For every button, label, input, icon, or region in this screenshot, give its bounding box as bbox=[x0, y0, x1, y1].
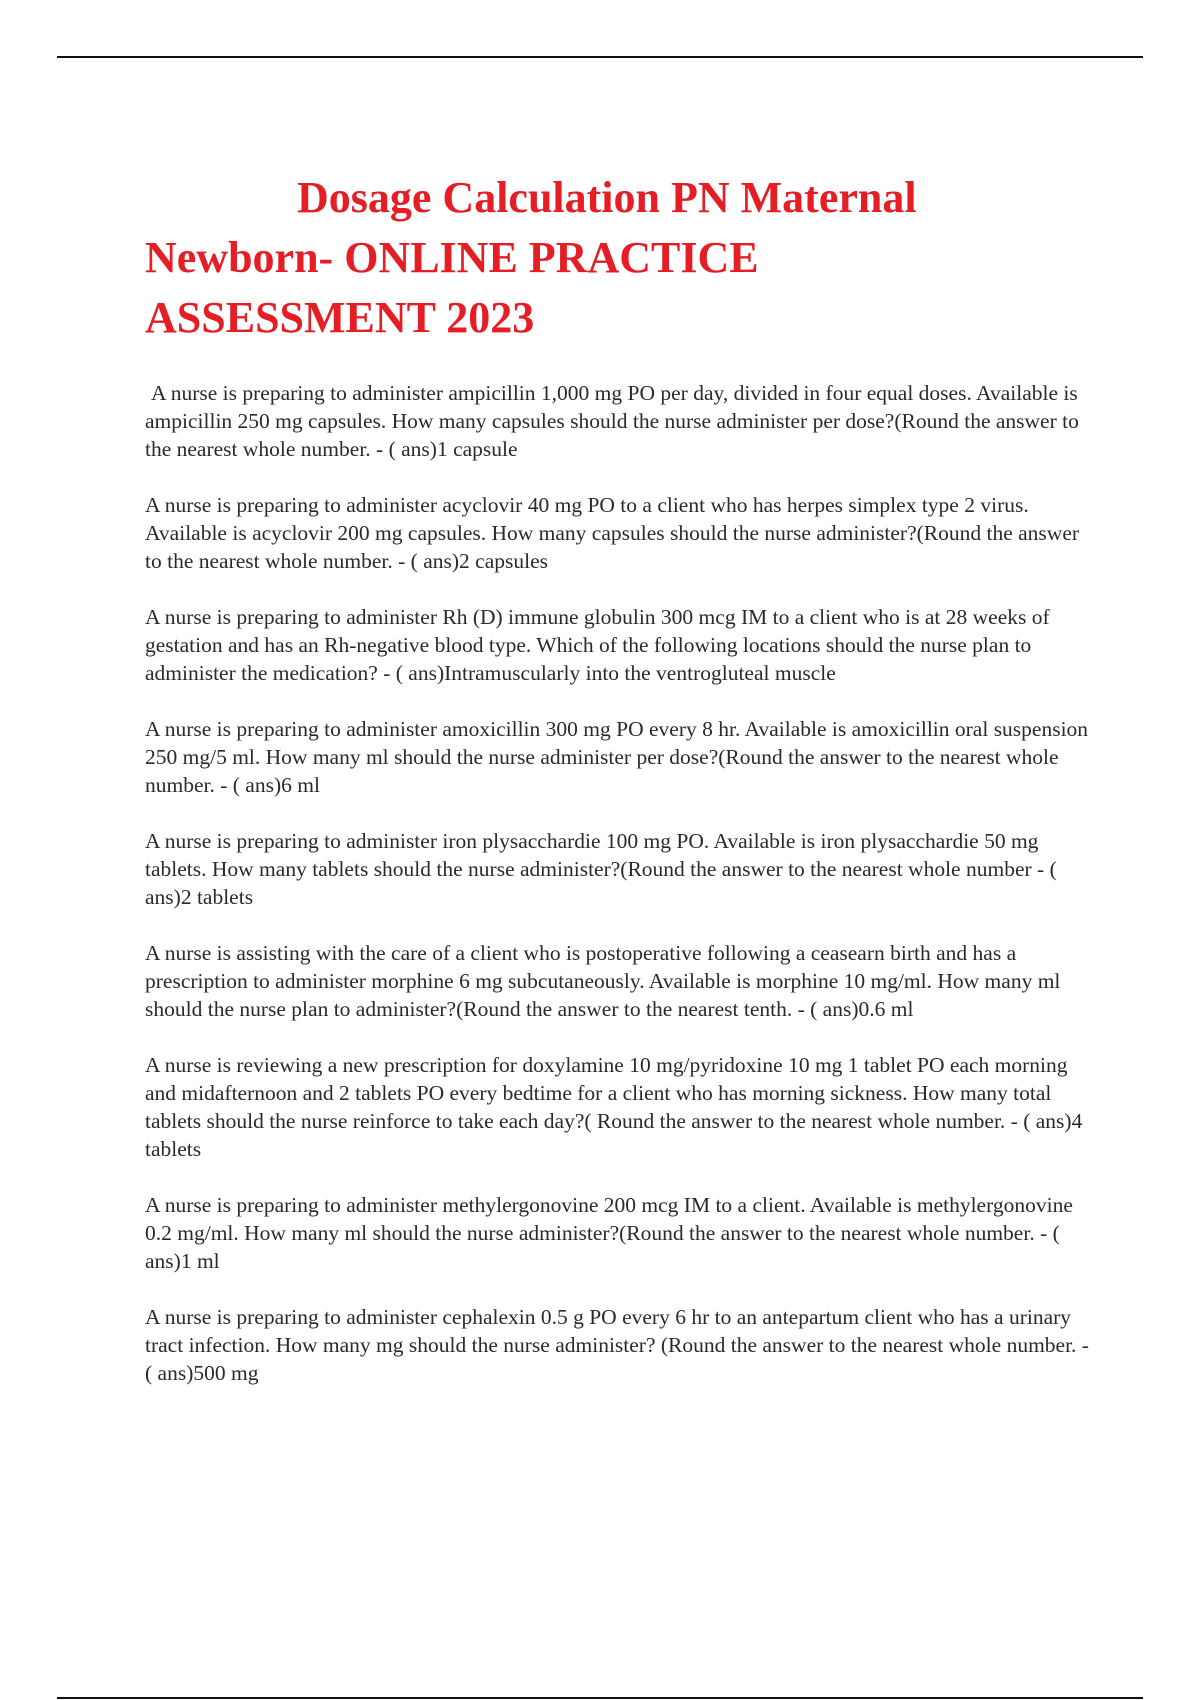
question-item-5 bbox=[145, 827, 1090, 911]
question-text: A nurse is preparing to administer ampicillin 1,000 mg PO per day, divided in four equal doses. Available is ampicillin 250 mg capsules. How many capsules should the nurse administer per dose?(Round the answer to the nearest whole number. - ( ans)1 capsule bbox=[145, 381, 1079, 461]
question-item-9 bbox=[145, 1303, 1090, 1387]
question-list bbox=[145, 379, 1090, 1415]
question-item-4 bbox=[145, 715, 1090, 799]
question-text: A nurse is assisting with the care of a client who is postoperative following a ceasearn birth and has a prescription to administer morphine 6 mg subcutaneously. Available is morphine 10 mg/ml. How many ml should the nurse plan to administer?(Round the answer to the nearest tenth. - ( ans)0.6 ml bbox=[145, 941, 1061, 1021]
question-item-3 bbox=[145, 603, 1090, 687]
question-item-6 bbox=[145, 939, 1090, 1023]
question-text: A nurse is preparing to administer cephalexin 0.5 g PO every 6 hr to an antepartum client who has a urinary tract infection. How many mg should the nurse administer? (Round the answer to the nearest whole number. - ( ans)500 mg bbox=[145, 1305, 1089, 1385]
question-text: A nurse is preparing to administer methylergonovine 200 mcg IM to a client. Available is methylergonovine 0.2 mg/ml. How many ml should the nurse administer?(Round the answer to the nearest whole number. - ( ans)1 ml bbox=[145, 1193, 1073, 1273]
question-text: A nurse is preparing to administer iron plysacchardie 100 mg PO. Available is iron plysacchardie 50 mg tablets. How many tablets should the nurse administer?(Round the answer to the nearest whole number - ( ans)2 tablets bbox=[145, 829, 1057, 909]
question-text: A nurse is preparing to administer Rh (D) immune globulin 300 mcg IM to a client who is at 28 weeks of gestation and has an Rh-negative blood type. Which of the following locations should the nurse plan to administer the medication? - ( ans)Intramuscularly into the ventrogluteal muscle bbox=[145, 605, 1050, 685]
question-item-2 bbox=[145, 491, 1090, 575]
question-item-7 bbox=[145, 1051, 1090, 1163]
top-rule bbox=[57, 56, 1143, 58]
bottom-rule bbox=[57, 1697, 1143, 1699]
question-text: A nurse is reviewing a new prescription for doxylamine 10 mg/pyridoxine 10 mg 1 tablet PO each morning and midafternoon and 2 tablets PO every bedtime for a client who has morning sickness. How many total tablets should the nurse reinforce to take each day?( Round the answer to the nearest whole number. - ( ans)4 tablets bbox=[145, 1053, 1083, 1161]
question-text: A nurse is preparing to administer amoxicillin 300 mg PO every 8 hr. Available is amoxicillin oral suspension 250 mg/5 ml. How many ml should the nurse administer per dose?(Round the answer to the nearest whole number. - ( ans)6 ml bbox=[145, 717, 1089, 797]
document-title: Dosage Calculation PN Maternal Newborn- ONLINE PRACTICE ASSESSMENT 2023 bbox=[145, 173, 917, 342]
question-item-8 bbox=[145, 1191, 1090, 1275]
question-text: A nurse is preparing to administer acyclovir 40 mg PO to a client who has herpes simplex type 2 virus. Available is acyclovir 200 mg capsules. How many capsules should the nurse administer?(Round the answer to the nearest whole number. - ( ans)2 capsules bbox=[145, 493, 1080, 573]
question-item-1 bbox=[145, 379, 1090, 463]
